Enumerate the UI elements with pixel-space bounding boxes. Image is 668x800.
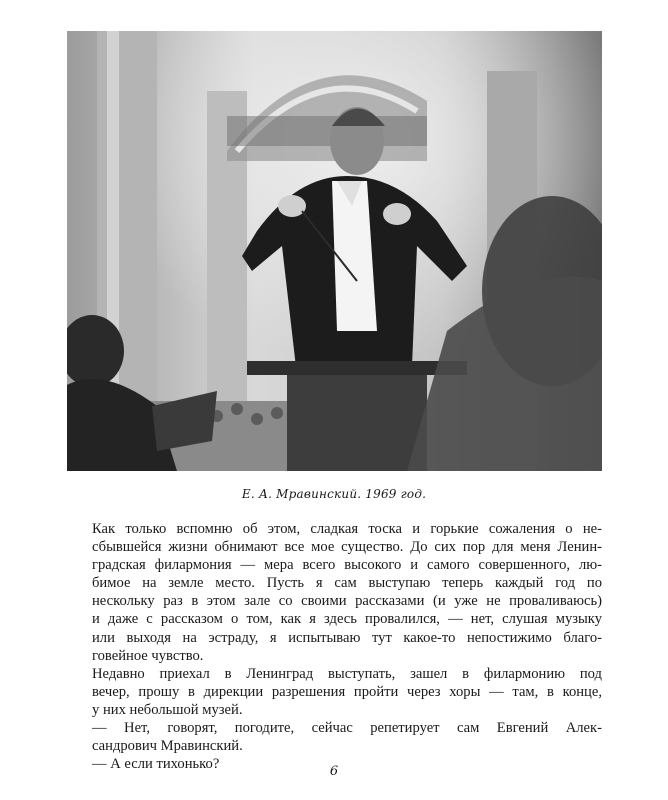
text-line: Недавно приехал в Ленинград выступать, зашел в филармонию под xyxy=(92,665,602,682)
paragraph-1 xyxy=(67,520,602,665)
paragraph-3 xyxy=(67,719,602,755)
text-line: у них небольшой музей. xyxy=(92,701,243,718)
text-line: — Нет, говорят, погодите, сейчас репетирует сам Евгений Алек- xyxy=(92,720,602,737)
text-line: бимое на земле место. Пусть я сам выступаю теперь каждый год по xyxy=(92,575,602,592)
text-line: — А если тихонько? xyxy=(92,756,220,773)
conductor-photo xyxy=(67,31,602,471)
page-number: 6 xyxy=(329,764,339,779)
text-line: Как только вспомню об этом, сладкая тоска и горькие сожаления о не- xyxy=(92,521,602,537)
paragraph-2 xyxy=(67,665,602,719)
text-line: и даже с рассказом о том, как я здесь провалился, — нет, слушая музыку xyxy=(92,611,602,628)
text-line: говейное чувство. xyxy=(92,647,204,664)
text-line: градская филармония — мера всего высокого и самого совершенного, лю- xyxy=(92,557,602,574)
photo-caption: Е. А. Мравинский. 1969 год. xyxy=(241,487,427,501)
photo-graphic xyxy=(67,31,602,471)
text-line: нескольку раз в этом зале со своими рассказами (и уже не проваливаюсь) xyxy=(92,593,602,610)
text-line: или выходя на эстраду, я испытываю тут какое-то непостижимо благо- xyxy=(92,629,602,646)
text-line: сандрович Мравинский. xyxy=(92,738,243,755)
text-line: сбывшейся жизни обнимают все мое существо. До сих пор для меня Ленин- xyxy=(92,539,602,556)
article-body xyxy=(67,520,602,773)
text-line: вечер, прошу в дирекции разрешения пройти через хоры — там, в конце, xyxy=(92,683,602,700)
